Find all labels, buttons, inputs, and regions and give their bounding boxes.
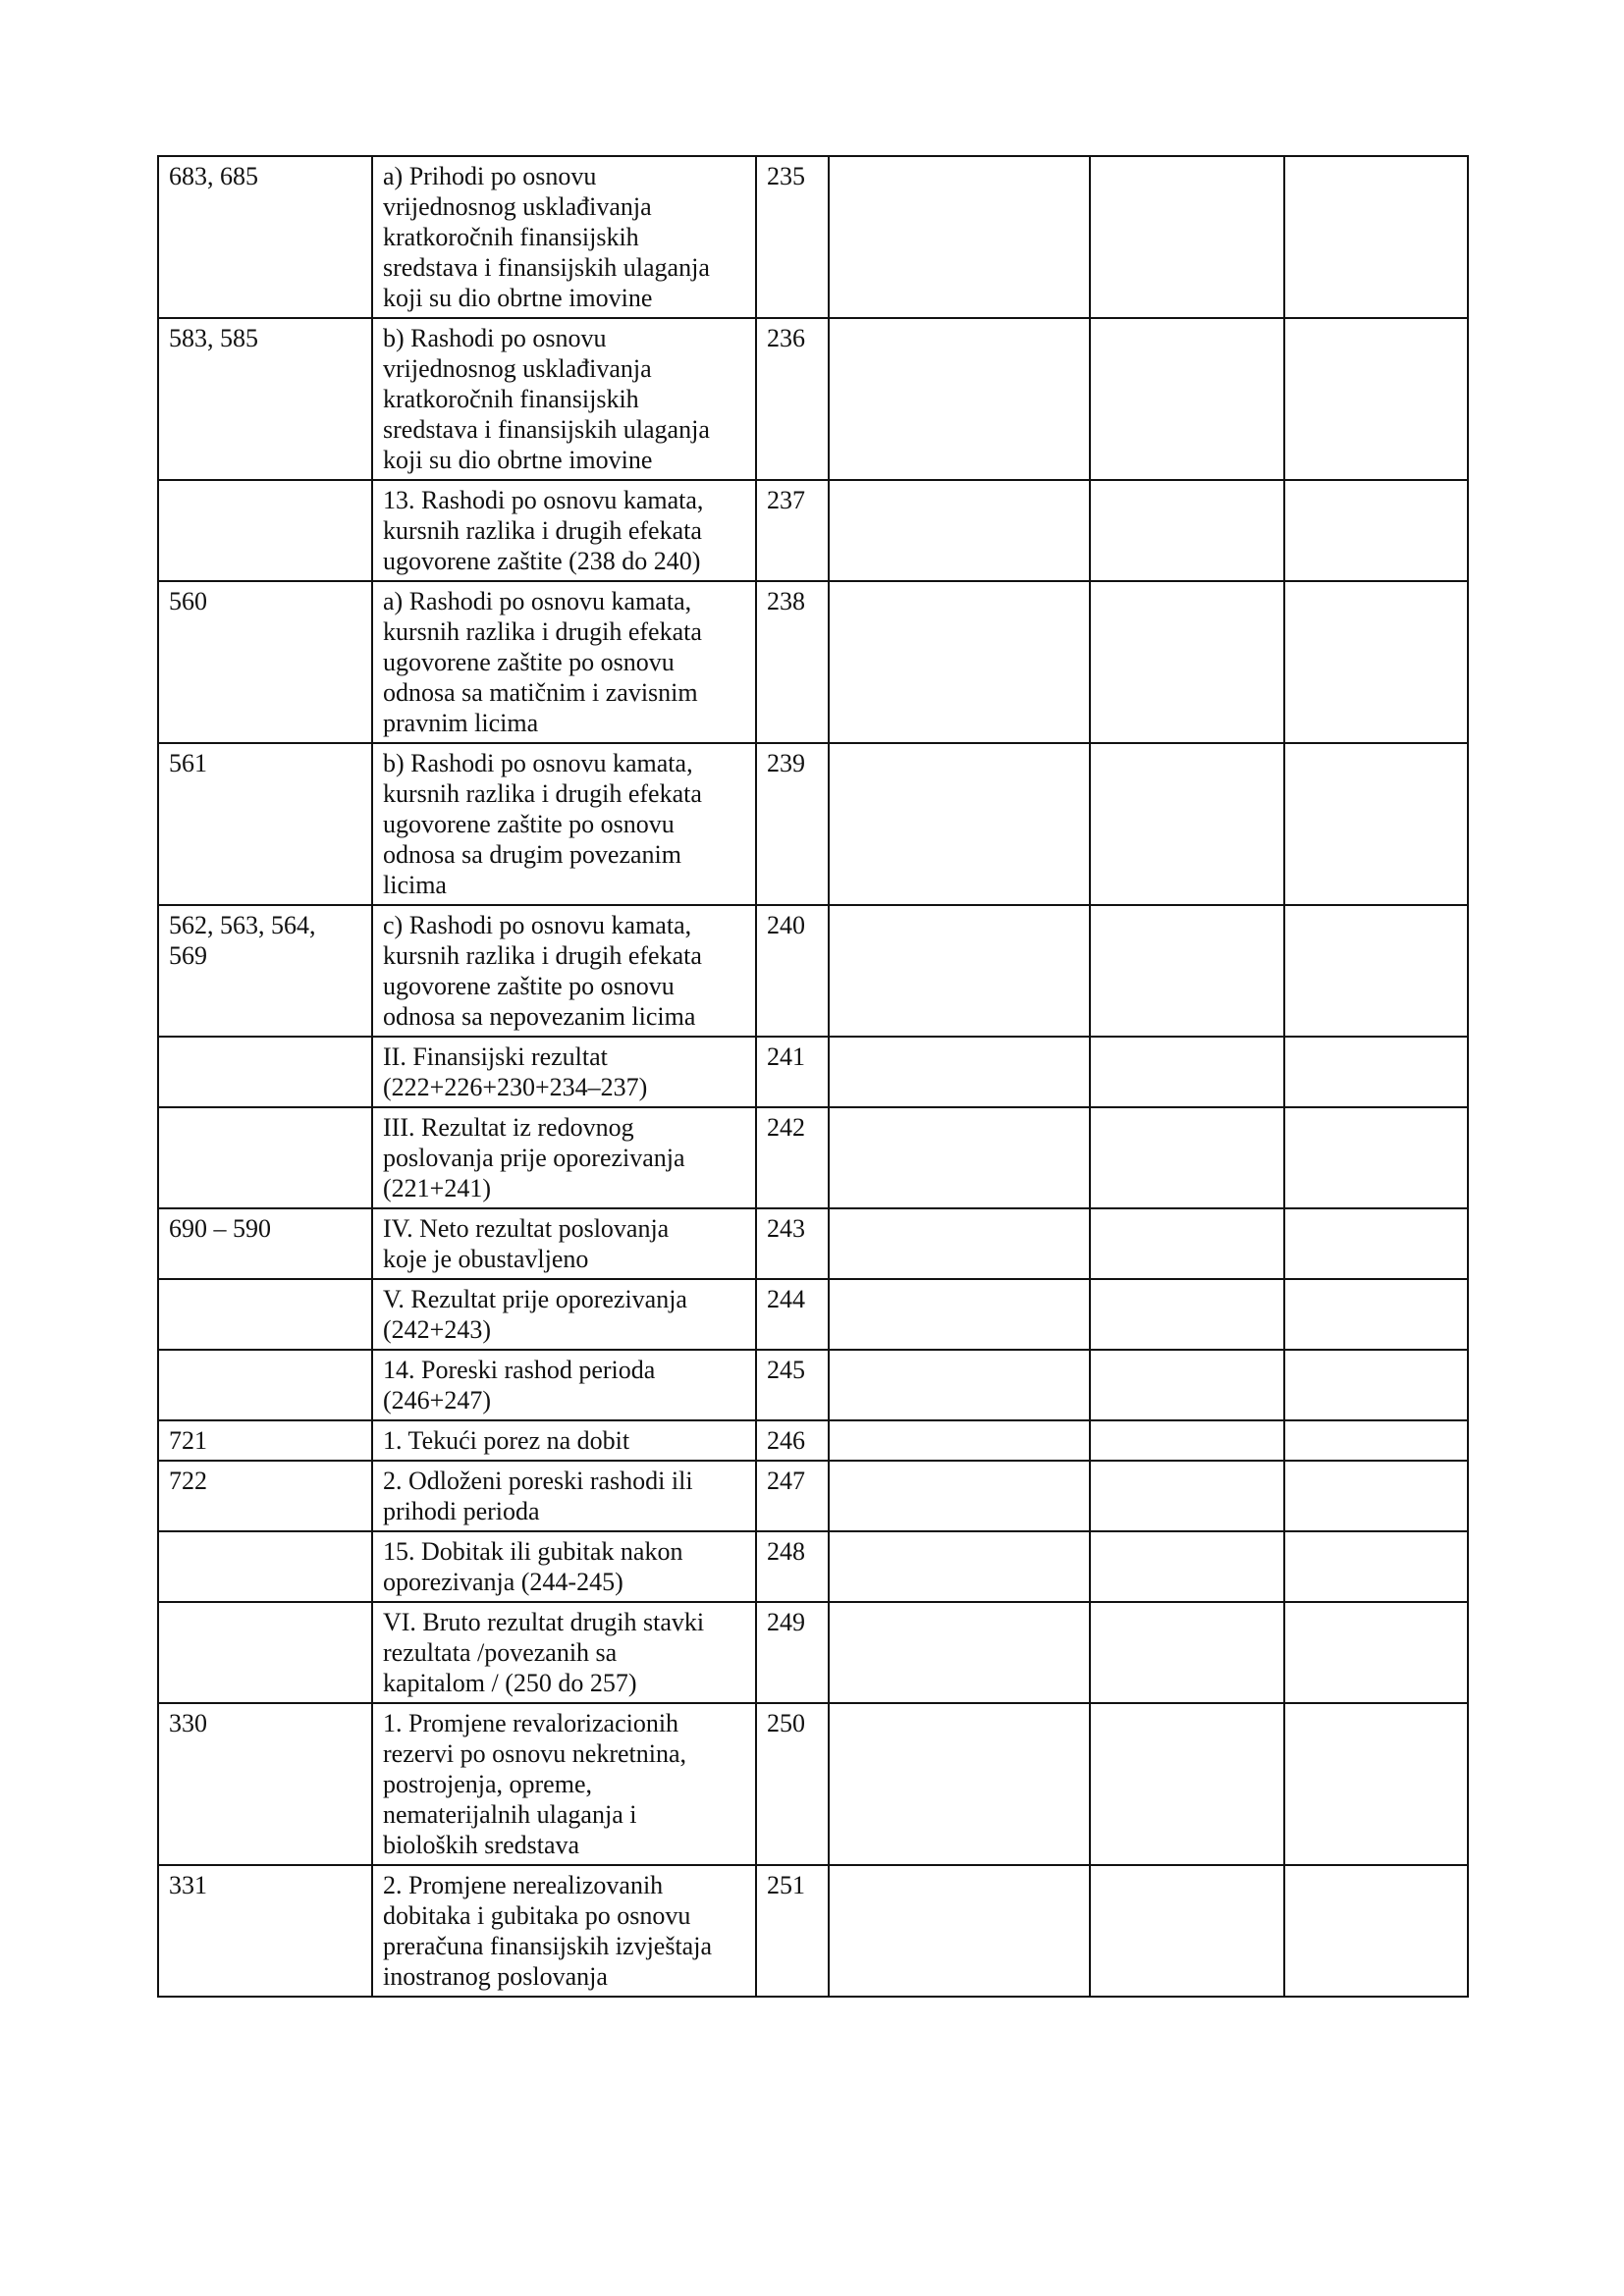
previous-year-value-cell <box>1090 1107 1284 1208</box>
aop-number-cell: 242 <box>756 1107 829 1208</box>
income-statement-table <box>157 155 1469 1998</box>
previous-year-value-cell <box>1090 905 1284 1037</box>
aop-number-cell: 246 <box>756 1420 829 1461</box>
current-year-value-cell <box>829 1279 1090 1350</box>
aop-number-cell: 245 <box>756 1350 829 1420</box>
extra-value-cell <box>1284 905 1468 1037</box>
description-cell: V. Rezultat prije oporezivanja (242+243) <box>372 1279 756 1350</box>
description-cell: 15. Dobitak ili gubitak nakon oporezivanja (244-245) <box>372 1531 756 1602</box>
description-cell: b) Rashodi po osnovu vrijednosnog usklađivanja kratkoročnih finansijskih sredstava i finansijskih ulaganja koji su dio obrtne imovine <box>372 318 756 480</box>
extra-value-cell <box>1284 1037 1468 1107</box>
description-cell: 14. Poreski rashod perioda (246+247) <box>372 1350 756 1420</box>
aop-number-cell: 250 <box>756 1703 829 1865</box>
aop-number-cell: 241 <box>756 1037 829 1107</box>
account-code-cell: 721 <box>158 1420 372 1461</box>
table-row <box>158 480 1468 581</box>
table-row <box>158 905 1468 1037</box>
account-code-cell: 690 – 590 <box>158 1208 372 1279</box>
previous-year-value-cell <box>1090 480 1284 581</box>
account-code-cell <box>158 1037 372 1107</box>
extra-value-cell <box>1284 1531 1468 1602</box>
extra-value-cell <box>1284 156 1468 318</box>
description-cell: a) Prihodi po osnovu vrijednosnog usklađivanja kratkoročnih finansijskih sredstava i finansijskih ulaganja koji su dio obrtne imovine <box>372 156 756 318</box>
previous-year-value-cell <box>1090 1865 1284 1997</box>
description-cell: 1. Promjene revalorizacionih rezervi po osnovu nekretnina, postrojenja, opreme, nematerijalnih ulaganja i bioloških sredstava <box>372 1703 756 1865</box>
table-row <box>158 1865 1468 1997</box>
table-row <box>158 1461 1468 1531</box>
description-cell: II. Finansijski rezultat (222+226+230+234–237) <box>372 1037 756 1107</box>
table-row <box>158 1037 1468 1107</box>
extra-value-cell <box>1284 1703 1468 1865</box>
previous-year-value-cell <box>1090 743 1284 905</box>
account-code-cell: 330 <box>158 1703 372 1865</box>
extra-value-cell <box>1284 743 1468 905</box>
aop-number-cell: 248 <box>756 1531 829 1602</box>
current-year-value-cell <box>829 1350 1090 1420</box>
previous-year-value-cell <box>1090 1208 1284 1279</box>
table-row <box>158 1279 1468 1350</box>
current-year-value-cell <box>829 156 1090 318</box>
current-year-value-cell <box>829 318 1090 480</box>
extra-value-cell <box>1284 1279 1468 1350</box>
aop-number-cell: 251 <box>756 1865 829 1997</box>
current-year-value-cell <box>829 581 1090 743</box>
description-cell: 13. Rashodi po osnovu kamata, kursnih razlika i drugih efekata ugovorene zaštite (238 do 240) <box>372 480 756 581</box>
current-year-value-cell <box>829 1107 1090 1208</box>
previous-year-value-cell <box>1090 1420 1284 1461</box>
previous-year-value-cell <box>1090 1602 1284 1703</box>
account-code-cell <box>158 1602 372 1703</box>
previous-year-value-cell <box>1090 318 1284 480</box>
extra-value-cell <box>1284 1208 1468 1279</box>
table-row <box>158 1531 1468 1602</box>
aop-number-cell: 235 <box>756 156 829 318</box>
account-code-cell: 561 <box>158 743 372 905</box>
table-row <box>158 581 1468 743</box>
aop-number-cell: 243 <box>756 1208 829 1279</box>
aop-number-cell: 247 <box>756 1461 829 1531</box>
description-cell: 1. Tekući porez na dobit <box>372 1420 756 1461</box>
previous-year-value-cell <box>1090 1037 1284 1107</box>
extra-value-cell <box>1284 1107 1468 1208</box>
description-cell: VI. Bruto rezultat drugih stavki rezultata /povezanih sa kapitalom / (250 do 257) <box>372 1602 756 1703</box>
account-code-cell: 331 <box>158 1865 372 1997</box>
table-row <box>158 1703 1468 1865</box>
account-code-cell: 583, 585 <box>158 318 372 480</box>
account-code-cell: 683, 685 <box>158 156 372 318</box>
account-code-cell: 560 <box>158 581 372 743</box>
description-cell: a) Rashodi po osnovu kamata, kursnih razlika i drugih efekata ugovorene zaštite po osnovu odnosa sa matičnim i zavisnim pravnim licima <box>372 581 756 743</box>
current-year-value-cell <box>829 1420 1090 1461</box>
table-row <box>158 318 1468 480</box>
current-year-value-cell <box>829 1602 1090 1703</box>
current-year-value-cell <box>829 1037 1090 1107</box>
current-year-value-cell <box>829 1865 1090 1997</box>
table-row <box>158 156 1468 318</box>
previous-year-value-cell <box>1090 1461 1284 1531</box>
aop-number-cell: 244 <box>756 1279 829 1350</box>
description-cell: c) Rashodi po osnovu kamata, kursnih razlika i drugih efekata ugovorene zaštite po osnovu odnosa sa nepovezanim licima <box>372 905 756 1037</box>
extra-value-cell <box>1284 318 1468 480</box>
aop-number-cell: 237 <box>756 480 829 581</box>
current-year-value-cell <box>829 1461 1090 1531</box>
aop-number-cell: 240 <box>756 905 829 1037</box>
description-cell: III. Rezultat iz redovnog poslovanja prije oporezivanja (221+241) <box>372 1107 756 1208</box>
account-code-cell <box>158 480 372 581</box>
extra-value-cell <box>1284 480 1468 581</box>
current-year-value-cell <box>829 1703 1090 1865</box>
table-row <box>158 1107 1468 1208</box>
extra-value-cell <box>1284 1461 1468 1531</box>
previous-year-value-cell <box>1090 1703 1284 1865</box>
account-code-cell <box>158 1279 372 1350</box>
extra-value-cell <box>1284 1350 1468 1420</box>
previous-year-value-cell <box>1090 1350 1284 1420</box>
aop-number-cell: 249 <box>756 1602 829 1703</box>
table-row <box>158 1350 1468 1420</box>
current-year-value-cell <box>829 1531 1090 1602</box>
account-code-cell: 722 <box>158 1461 372 1531</box>
previous-year-value-cell <box>1090 581 1284 743</box>
aop-number-cell: 239 <box>756 743 829 905</box>
current-year-value-cell <box>829 905 1090 1037</box>
description-cell: 2. Odloženi poreski rashodi ili prihodi perioda <box>372 1461 756 1531</box>
current-year-value-cell <box>829 743 1090 905</box>
previous-year-value-cell <box>1090 1531 1284 1602</box>
aop-number-cell: 238 <box>756 581 829 743</box>
account-code-cell: 562, 563, 564, 569 <box>158 905 372 1037</box>
previous-year-value-cell <box>1090 156 1284 318</box>
table-row <box>158 743 1468 905</box>
current-year-value-cell <box>829 1208 1090 1279</box>
extra-value-cell <box>1284 581 1468 743</box>
previous-year-value-cell <box>1090 1279 1284 1350</box>
table-row <box>158 1420 1468 1461</box>
current-year-value-cell <box>829 480 1090 581</box>
table-row <box>158 1208 1468 1279</box>
extra-value-cell <box>1284 1865 1468 1997</box>
extra-value-cell <box>1284 1602 1468 1703</box>
description-cell: IV. Neto rezultat poslovanja koje je obustavljeno <box>372 1208 756 1279</box>
table-body <box>158 156 1468 1997</box>
table-row <box>158 1602 1468 1703</box>
account-code-cell <box>158 1107 372 1208</box>
description-cell: b) Rashodi po osnovu kamata, kursnih razlika i drugih efekata ugovorene zaštite po osnovu odnosa sa drugim povezanim licima <box>372 743 756 905</box>
aop-number-cell: 236 <box>756 318 829 480</box>
description-cell: 2. Promjene nerealizovanih dobitaka i gubitaka po osnovu preračuna finansijskih izvještaja inostranog poslovanja <box>372 1865 756 1997</box>
account-code-cell <box>158 1531 372 1602</box>
extra-value-cell <box>1284 1420 1468 1461</box>
account-code-cell <box>158 1350 372 1420</box>
